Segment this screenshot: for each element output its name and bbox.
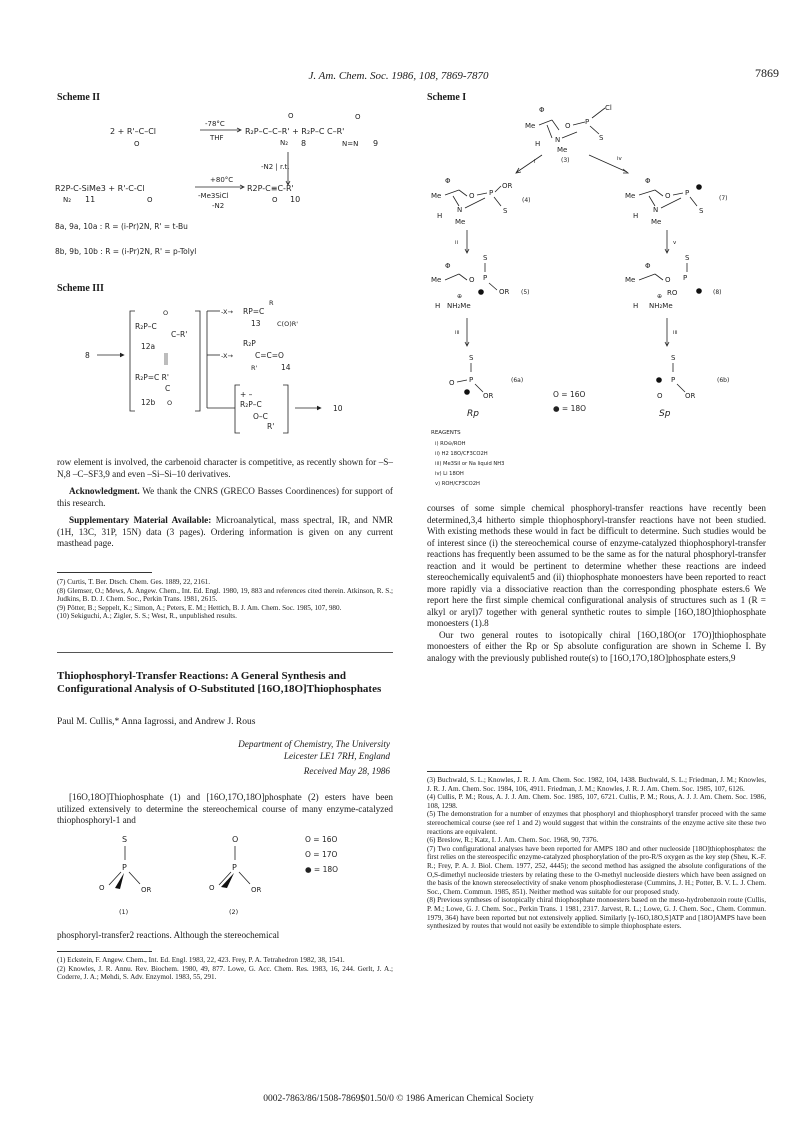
intro-text (57, 792, 393, 827)
svg-text:OR: OR (499, 288, 510, 296)
svg-text:S: S (483, 254, 488, 262)
svg-text:Φ: Φ (645, 177, 651, 185)
svg-text:Me: Me (455, 218, 466, 226)
compound-6a (449, 354, 523, 419)
svg-text:R': R' (251, 364, 258, 372)
svg-text:RO: RO (667, 289, 678, 297)
acknowledgment (57, 486, 393, 509)
struct2-or: OR (251, 886, 262, 894)
svg-text:S: S (599, 134, 604, 142)
left-body (57, 457, 393, 550)
svg-text:O: O (288, 112, 294, 120)
compound-4 (431, 177, 531, 226)
struct1-o: O (99, 884, 105, 892)
footnote-rule-left (57, 572, 152, 573)
scheme2-diagram (55, 104, 395, 274)
authors: Paul M. Cullis,* Anna Iagrossi, and Andrew J. Rous (57, 717, 256, 727)
step-v: v (673, 240, 677, 246)
svg-text:P: P (469, 376, 474, 384)
struct1-label: (1) (119, 908, 129, 916)
s2-cond2-top: +80°C (210, 176, 234, 184)
s2-n9: 9 (373, 139, 379, 148)
svg-text:S: S (685, 254, 690, 262)
svg-text:R₂P–C: R₂P–C (135, 322, 157, 331)
aff-line1: Department of Chemistry, The University (238, 739, 390, 749)
key-18o: ● = 18O (305, 865, 339, 874)
scheme1-title: Scheme I (427, 92, 467, 103)
step-iv: iv (617, 156, 622, 162)
s2-cond1-bot: THF (210, 134, 224, 142)
svg-text:H: H (633, 302, 639, 310)
footnote-1: (1) Eckstein, F. Angew. Chem., Int. Ed. Engl. 1983, 22, 423. Frey, P. A. Tetrahedron 1982, 38, 1541. (57, 956, 345, 964)
after-struct-p: phosphoryl-transfer2 reactions. Although the stereochemical (57, 930, 280, 940)
svg-text:C–R': C–R' (171, 330, 188, 339)
svg-text:NH₂Me: NH₂Me (649, 302, 673, 310)
footnote-8b: (8) Previous syntheses of isotopically chiral thiophosphate monoesters based on the meso-hydrobenzoin route (Cullis, P. M.; Lowe, G. J. Chem. Soc., Perkin Trans. 1 1981, 2317. Jarvest, R. L.; Lowe, G. J. Chem. Soc., Chem. Commun. 1979, 364) have been reported but not extensively applied. Similarly [γ-16O,18O,S]ATP and [18O]AMPS have been synthesized by routes that would not easily be extendible to simple thiophosphate esters. (427, 896, 766, 931)
running-head: J. Am. Chem. Soc. 1986, 108, 7869-7870 (308, 70, 489, 82)
svg-text:Me: Me (431, 276, 442, 284)
svg-text:R₂P–C: R₂P–C (240, 400, 262, 409)
c4: (4) (522, 197, 531, 204)
svg-text:O: O (657, 392, 663, 400)
article-title: Thiophosphoryl-Transfer Reactions: A General Synthesis and Configurational Analysis of O-Substituted [16O,18O]Thiophosphates (57, 670, 382, 695)
c8: (8) (713, 289, 722, 296)
svg-text:+ –: + – (240, 390, 253, 399)
svg-text:Me: Me (625, 192, 636, 200)
compound-7 (625, 177, 728, 226)
svg-text:Me: Me (557, 146, 568, 154)
svg-text:H: H (435, 302, 441, 310)
svg-text:N₂: N₂ (63, 196, 72, 204)
scheme2-title: Scheme II (57, 92, 101, 103)
struct2-o2: O (209, 884, 215, 892)
svg-text:R₂P=C R': R₂P=C R' (135, 373, 169, 382)
s2-def-a: 8a, 9a, 10a : R = (i-Pr)2N, R' = t-Bu (55, 222, 188, 231)
footnote-7b: (7) Two configurational analyses have been reported for AMPS 18O and other nucleoside [18O]thiophosphates: the first relies on the stereospecific enzyme-catalyzed phosphorylation of the pro-R/S oxygen as the key step (Sheu, K.-F. R.; Frey, P. A. J. Biol. Chem. 1977, 252, 4445); the second method has assigned the absolute configurations of the O,S-dimethyl nucleoside triesters by relating these to the O-methyl nucleoside diesters which have been assigned on the basis of the known stereoselectivity of snake venom phosphodiesterase (Cummins, J. H.; Potter, B. V. L. J. Chem. Soc., Chem. Commun. 1985, 851). Neither method was suitable for our proposed study. (427, 844, 766, 896)
svg-text:N: N (457, 206, 463, 214)
svg-text:P: P (685, 189, 690, 197)
s2-mid-cond: -N2 | r.t. (261, 163, 290, 171)
struct2-o: O (232, 835, 239, 844)
svg-text:R₂P: R₂P (243, 339, 256, 348)
c6a: (6a) (511, 377, 524, 384)
reagent-4: iv) Li 18OH (435, 471, 464, 477)
left-footnotes (57, 578, 393, 621)
struct1-or: OR (141, 886, 152, 894)
s2-cond2-mid: -Me3SiCl (198, 192, 229, 200)
s3-n8: 8 (85, 351, 90, 360)
s2-product10: R2P-C≡C-R' (247, 184, 294, 193)
copyright-footer: 0002-7863/86/1508-7869$01.50/0 © 1986 American Chemical Society (263, 1094, 534, 1104)
footnote-8: (8) Glemser, O.; Mews, A. Angew. Chem., Int. Ed. Engl. 1980, 19, 883 and references cited therein. Atkinson, R. S.; Judkins, B. D. J. Chem. Soc., Perkin Trans. 1981, 2615. (57, 586, 393, 604)
svg-text:R': R' (267, 422, 275, 431)
step-ii: ii (455, 240, 459, 246)
svg-text:S: S (699, 207, 704, 215)
svg-text:Me: Me (431, 192, 442, 200)
right-p1: courses of some simple chemical phosphoryl-transfer reactions have recently been determined,3,4 hitherto simple thiophosphoryl-transfer reactions have not been studied. With existing methods these would in fact be difficult to determine. Such studies would be of interest since (i) the stereochemical course of enzyme-catalyzed thiophosphoryl-transfer reactions has frequently been assumed to be the same as for the natural phosphoryl-transfer reaction and it would be pertinent to determine whether these reactions are indeed stereochemically equivalent5 and (ii) thiophosphate monoesters have been reported to react more rapidly via a dissociative reaction than the corresponding phosphate esters.6 We report here the first simple chemical configurational analysis of structures such as 1 (R = alkyl or aryl)7 together with general synthetic routes to simple [16O,18O]thiophosphate monoesters (1).8 (427, 503, 766, 628)
footnote-3: (3) Buchwald, S. L.; Knowles, J. R. J. Am. Chem. Soc. 1982, 104, 1438. Buchwald, S. L.; Friedman, J. M.; Knowles, J. R. J. Am. Chem. Soc. 1984, 106, 4911. Friedman, J. M.; Knowles, J. R. J. Am. Chem. Soc. 1985, 107, 6126. (427, 776, 766, 793)
svg-text:H: H (535, 140, 541, 148)
s3-x2: -X→ (221, 352, 233, 360)
svg-text:P: P (489, 189, 494, 197)
ack-text: We thank the CNRS (GRECO Basses Coordinences) for support of this research. (57, 486, 393, 508)
step-iii-a: iii (455, 330, 460, 336)
svg-text:RP=C: RP=C (243, 307, 265, 316)
svg-text:Me: Me (525, 122, 536, 130)
c6b: (6b) (717, 377, 730, 384)
svg-text:N=N: N=N (342, 140, 359, 148)
s2-cond2-bot: -N2 (212, 202, 225, 210)
svg-text:Φ: Φ (645, 262, 651, 270)
supp-text: Microanalytical, mass spectral, IR, and NMR (1H, 13C, 31P, 15N) data (3 pages). Ordering information is given on any current masthead page. (57, 515, 393, 548)
compound-3 (525, 104, 612, 164)
s1-key18: ● = 18O (553, 404, 587, 413)
svg-text:O–C: O–C (253, 412, 268, 421)
structures-1-2 (95, 830, 395, 925)
c7: (7) (719, 195, 728, 202)
received-date: Received May 28, 1986 (303, 766, 390, 776)
svg-text:Cl: Cl (605, 104, 612, 112)
s3-12a: 12a (141, 342, 156, 351)
left-footnotes-2 (57, 956, 393, 982)
svg-text:OR: OR (502, 182, 513, 190)
sp-label: Sp (659, 409, 671, 419)
svg-text:OR: OR (483, 392, 494, 400)
s3-12b: 12b (141, 398, 156, 407)
svg-text:N: N (653, 206, 659, 214)
svg-text:Me: Me (651, 218, 662, 226)
reagent-1: i) RO⊖/ROH (435, 441, 466, 447)
svg-text:Me: Me (625, 276, 636, 284)
s3-13: 13 (251, 319, 261, 328)
svg-text:P: P (683, 274, 688, 282)
struct1-s: S (122, 835, 128, 844)
scheme3-diagram (55, 293, 395, 443)
svg-text:H: H (437, 212, 443, 220)
reagent-5: v) ROH/CF3CO2H (435, 481, 480, 487)
step-iii-b: iii (673, 330, 678, 336)
svg-text:OR: OR (685, 392, 696, 400)
s2-n10: 10 (290, 195, 301, 204)
svg-text:O: O (469, 192, 475, 200)
s2-n8: 8 (301, 139, 307, 148)
struct2-label: (2) (229, 908, 239, 916)
svg-text:O: O (565, 122, 571, 130)
supp-head: Supplementary Material Available: (69, 515, 212, 525)
svg-text:N₂: N₂ (280, 139, 289, 147)
svg-text:C: C (165, 384, 171, 393)
footnote-rule-left2 (57, 951, 152, 952)
svg-text:P: P (671, 376, 676, 384)
right-p2: Our two general routes to isotopically chiral [16O,18O(or 17O)]thiophosphate monoesters of either the Rp or Sp absolute configuration are shown in Scheme I. By analogy with the previously published route(s) to [16O,17O,18O]phosphate esters,9 (427, 629, 766, 663)
s3-x1: -X→ (221, 308, 233, 316)
svg-text:H: H (633, 212, 639, 220)
svg-text:R: R (269, 299, 274, 307)
key-16o: O = 16O (305, 835, 338, 844)
s2-line2: R2P-C-SiMe3 + R'-C-Cl (55, 184, 145, 193)
intro-p: [16O,18O]Thiophosphate (1) and [16O,17O,18O]phosphate (2) esters have been utilized extensively to determine the stereochemical course of many enzyme-catalyzed thiophosphoryl-1 and (57, 792, 393, 825)
svg-text:O: O (469, 276, 475, 284)
svg-text:P: P (483, 274, 488, 282)
svg-text:O: O (665, 192, 671, 200)
s2-def-b: 8b, 9b, 10b : R = (i-Pr)2N, R' = p-Tolyl (55, 247, 197, 256)
scheme3-title: Scheme III (57, 283, 104, 294)
footnote-6: (6) Breslow, R.; Katz, I. J. Am. Chem. Soc. 1968, 90, 7376. (427, 836, 599, 845)
svg-text:S: S (503, 207, 508, 215)
after-structure-text (57, 930, 393, 942)
svg-text:C=C=O: C=C=O (255, 351, 284, 360)
svg-text:Φ: Φ (445, 177, 451, 185)
svg-text:Φ: Φ (539, 106, 545, 114)
reagents-title: REAGENTS (431, 430, 461, 436)
svg-text:N: N (555, 136, 561, 144)
compound-8 (625, 254, 722, 310)
svg-text:O: O (449, 379, 455, 387)
step-i: i (534, 159, 536, 165)
footnote-rule-right (427, 771, 522, 772)
scheme1-diagram (427, 100, 767, 510)
aff-line2: Leicester LE1 7RH, England (283, 751, 390, 761)
right-body (427, 503, 766, 664)
svg-text:⊕: ⊕ (657, 293, 663, 300)
s2-reactant-2: 2 + R'–C–Cl (110, 127, 157, 136)
s1-key16: O = 16O (553, 390, 586, 399)
svg-text:O: O (147, 196, 153, 204)
svg-text:S: S (671, 354, 676, 362)
svg-text:O: O (355, 113, 361, 121)
footnote-9: (9) Pötter, B.; Seppelt, K.; Simon, A.; Peters, E. M.; Hettich, B. J. Am. Chem. Soc. 1985, 107, 980. (57, 603, 342, 612)
reagent-2: ii) H2 18O/CF3CO2H (435, 451, 488, 457)
c3: (3) (561, 157, 570, 164)
svg-text:⊕: ⊕ (457, 293, 463, 300)
s2-cond1-top: -78°C (205, 120, 225, 128)
svg-text:O: O (163, 309, 169, 317)
svg-text:O: O (167, 399, 173, 407)
footnote-4: (4) Cullis, P. M.; Rous, A. J. J. Am. Chem. Soc. 1985, 107, 6721. Cullis, P. M.; Rous, A. J. J. Am. Chem. Soc. 1986, 108, 1298. (427, 793, 766, 810)
key-17o: O = 17O (305, 850, 338, 859)
article-divider (57, 652, 393, 653)
svg-text:R₂P–C–C–R' + R₂P–C C–R': R₂P–C–C–R' + R₂P–C C–R' (245, 127, 345, 136)
c5: (5) (521, 289, 530, 296)
affiliation (57, 738, 390, 777)
page-number: 7869 (755, 66, 779, 80)
ack-head: Acknowledgment. (69, 486, 140, 496)
compound-5 (431, 254, 530, 310)
compound-6b (656, 354, 729, 419)
s3-13-sub: C(O)R' (277, 320, 299, 328)
footnote-7: (7) Curtis, T. Ber. Dtsch. Chem. Ges. 1889, 22, 2161. (57, 578, 211, 586)
struct2-p: P (232, 863, 237, 872)
left-p1: row element is involved, the carbenoid character is competitive, as recently shown for –S–N,8 –C–SF3,9 and even –Si–Si–10 derivatives. (57, 457, 393, 479)
svg-text:NH₂Me: NH₂Me (447, 302, 471, 310)
reagent-3: iii) Me3SiI or Na liquid NH3 (435, 461, 505, 467)
svg-text:Φ: Φ (445, 262, 451, 270)
right-footnotes (427, 776, 766, 931)
svg-text:S: S (469, 354, 474, 362)
s3-n10: 10 (333, 404, 343, 413)
s3-14: 14 (281, 363, 291, 372)
footnote-2: (2) Knowles, J. R. Annu. Rev. Biochem. 1980, 49, 877. Lowe, G. Acc. Chem. Res. 1983, 16, 244. Gerlt, J. A.; Coderre, J. A.; Mehdi, S. Adv. Enzymol. 1983, 55, 291. (57, 964, 393, 982)
supplementary (57, 515, 393, 550)
svg-text:O: O (272, 196, 278, 204)
footnote-10: (10) Sekiguchi, A.; Zigler, S. S.; West, R., unpublished results. (57, 612, 237, 621)
svg-text:O: O (134, 140, 140, 148)
rp-label: Rp (467, 409, 479, 419)
struct1-p: P (122, 863, 127, 872)
svg-text:P: P (585, 118, 590, 126)
footnote-5: (5) The demonstration for a number of enzymes that phosphoryl and thiophosphoryl transfer proceed with the same stereochemical course (see ref 1 and 2) would suggest that within the constraints of the enzyme active site these two reactions are equivalent. (427, 810, 766, 836)
svg-text:O: O (665, 276, 671, 284)
s2-n11: 11 (85, 195, 96, 204)
